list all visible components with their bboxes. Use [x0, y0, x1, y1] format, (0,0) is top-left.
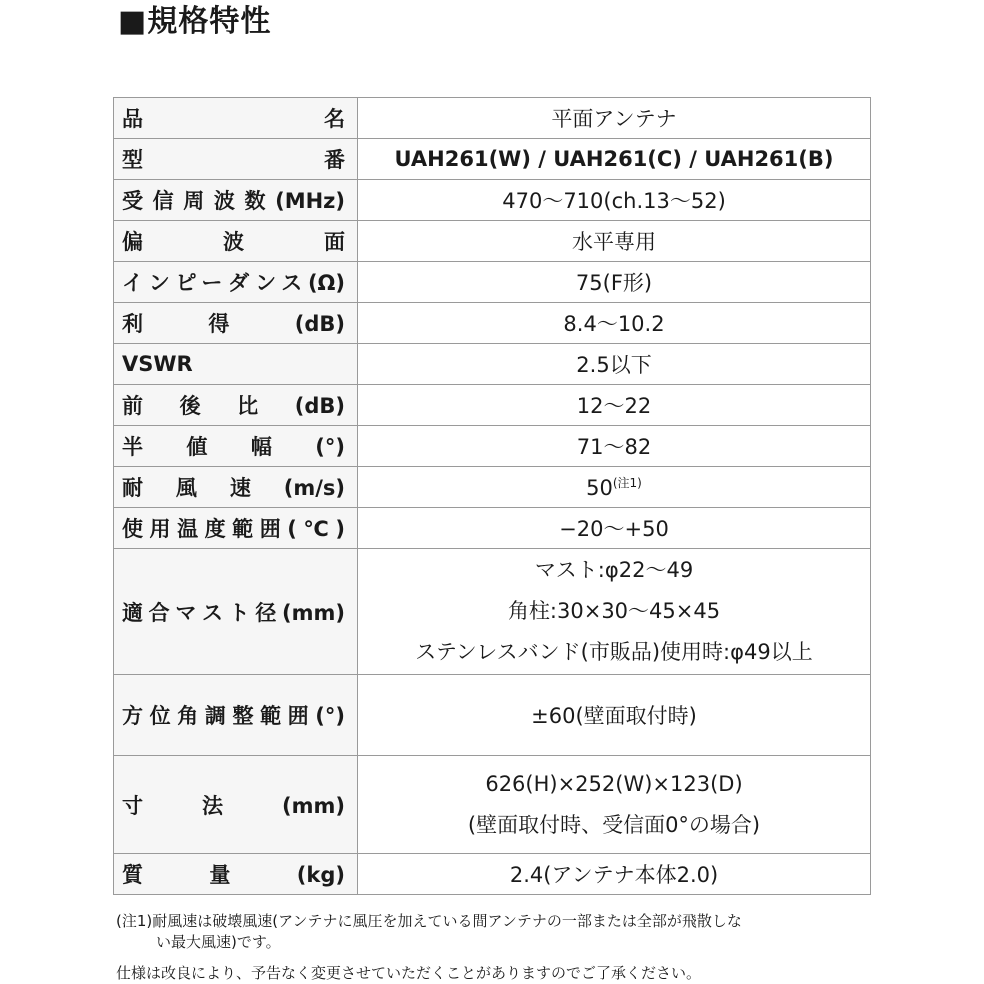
table-row — [114, 303, 871, 344]
row-label: 型番 — [114, 139, 358, 180]
table-row — [114, 508, 871, 549]
row-value — [358, 756, 871, 854]
table-row — [114, 98, 871, 139]
row-value: UAH261(W) / UAH261(C) / UAH261(B) — [358, 139, 871, 180]
row-value: 75(F形) — [358, 262, 871, 303]
row-label: 品名 — [114, 98, 358, 139]
row-label: 適合マスト径(mm) — [114, 549, 358, 675]
row-label: 偏波面 — [114, 221, 358, 262]
footnote-1: (注1)耐風速は破壊風速(アンテナに風圧を加えている間アンテナの一部または全部が飛散しな — [116, 912, 742, 930]
row-label: 寸法(mm) — [114, 756, 358, 854]
footnote-2: 仕様は改良により、予告なく変更させていただくことがありますのでご了承ください。 — [116, 964, 702, 982]
row-value: 12〜22 — [358, 385, 871, 426]
spec-table — [113, 97, 871, 895]
row-value — [358, 467, 871, 508]
table-row — [114, 756, 871, 854]
row-label: 受信周波数(MHz) — [114, 180, 358, 221]
row-value: −20〜+50 — [358, 508, 871, 549]
value-line: マスト:φ22〜49 — [534, 558, 694, 582]
table-row — [114, 675, 871, 756]
row-label: 質量(kg) — [114, 854, 358, 895]
wind-speed-value: 50 — [586, 476, 613, 500]
row-value: 2.4(アンテナ本体2.0) — [358, 854, 871, 895]
row-label: 耐風速(m/s) — [114, 467, 358, 508]
value-line: (壁面取付時、受信面0°の場合) — [467, 812, 761, 837]
row-value: 470〜710(ch.13〜52) — [358, 180, 871, 221]
table-row — [114, 221, 871, 262]
table-row — [114, 344, 871, 385]
row-label: 半値幅(°) — [114, 426, 358, 467]
value-line: 角柱:30×30〜45×45 — [507, 599, 721, 623]
row-label: インピーダンス(Ω) — [114, 262, 358, 303]
row-value: ±60(壁面取付時) — [358, 675, 871, 756]
table-row — [114, 549, 871, 675]
row-value: 水平専用 — [358, 221, 871, 262]
table-row — [114, 467, 871, 508]
row-value — [358, 549, 871, 675]
footnotes — [116, 911, 742, 984]
row-label: 方位角調整範囲(°) — [114, 675, 358, 756]
row-label: 前後比(dB) — [114, 385, 358, 426]
section-title: ■規格特性 — [118, 4, 272, 39]
footnote-mark: (注1) — [612, 476, 642, 490]
table-row — [114, 262, 871, 303]
row-value: 8.4〜10.2 — [358, 303, 871, 344]
footnote-1-continued: い最大風速)です。 — [156, 933, 281, 951]
value-line: ステンレスバンド(市販品)使用時:φ49以上 — [415, 640, 813, 664]
value-line: 626(H)×252(W)×123(D) — [485, 771, 743, 796]
row-label: 利得(dB) — [114, 303, 358, 344]
row-value: 平面アンテナ — [358, 98, 871, 139]
table-row — [114, 180, 871, 221]
row-value: 2.5以下 — [358, 344, 871, 385]
table-row — [114, 139, 871, 180]
table-row — [114, 426, 871, 467]
table-row — [114, 385, 871, 426]
row-value: 71〜82 — [358, 426, 871, 467]
row-label: VSWR — [114, 344, 358, 385]
row-label: 使用温度範囲(℃) — [114, 508, 358, 549]
table-row — [114, 854, 871, 895]
